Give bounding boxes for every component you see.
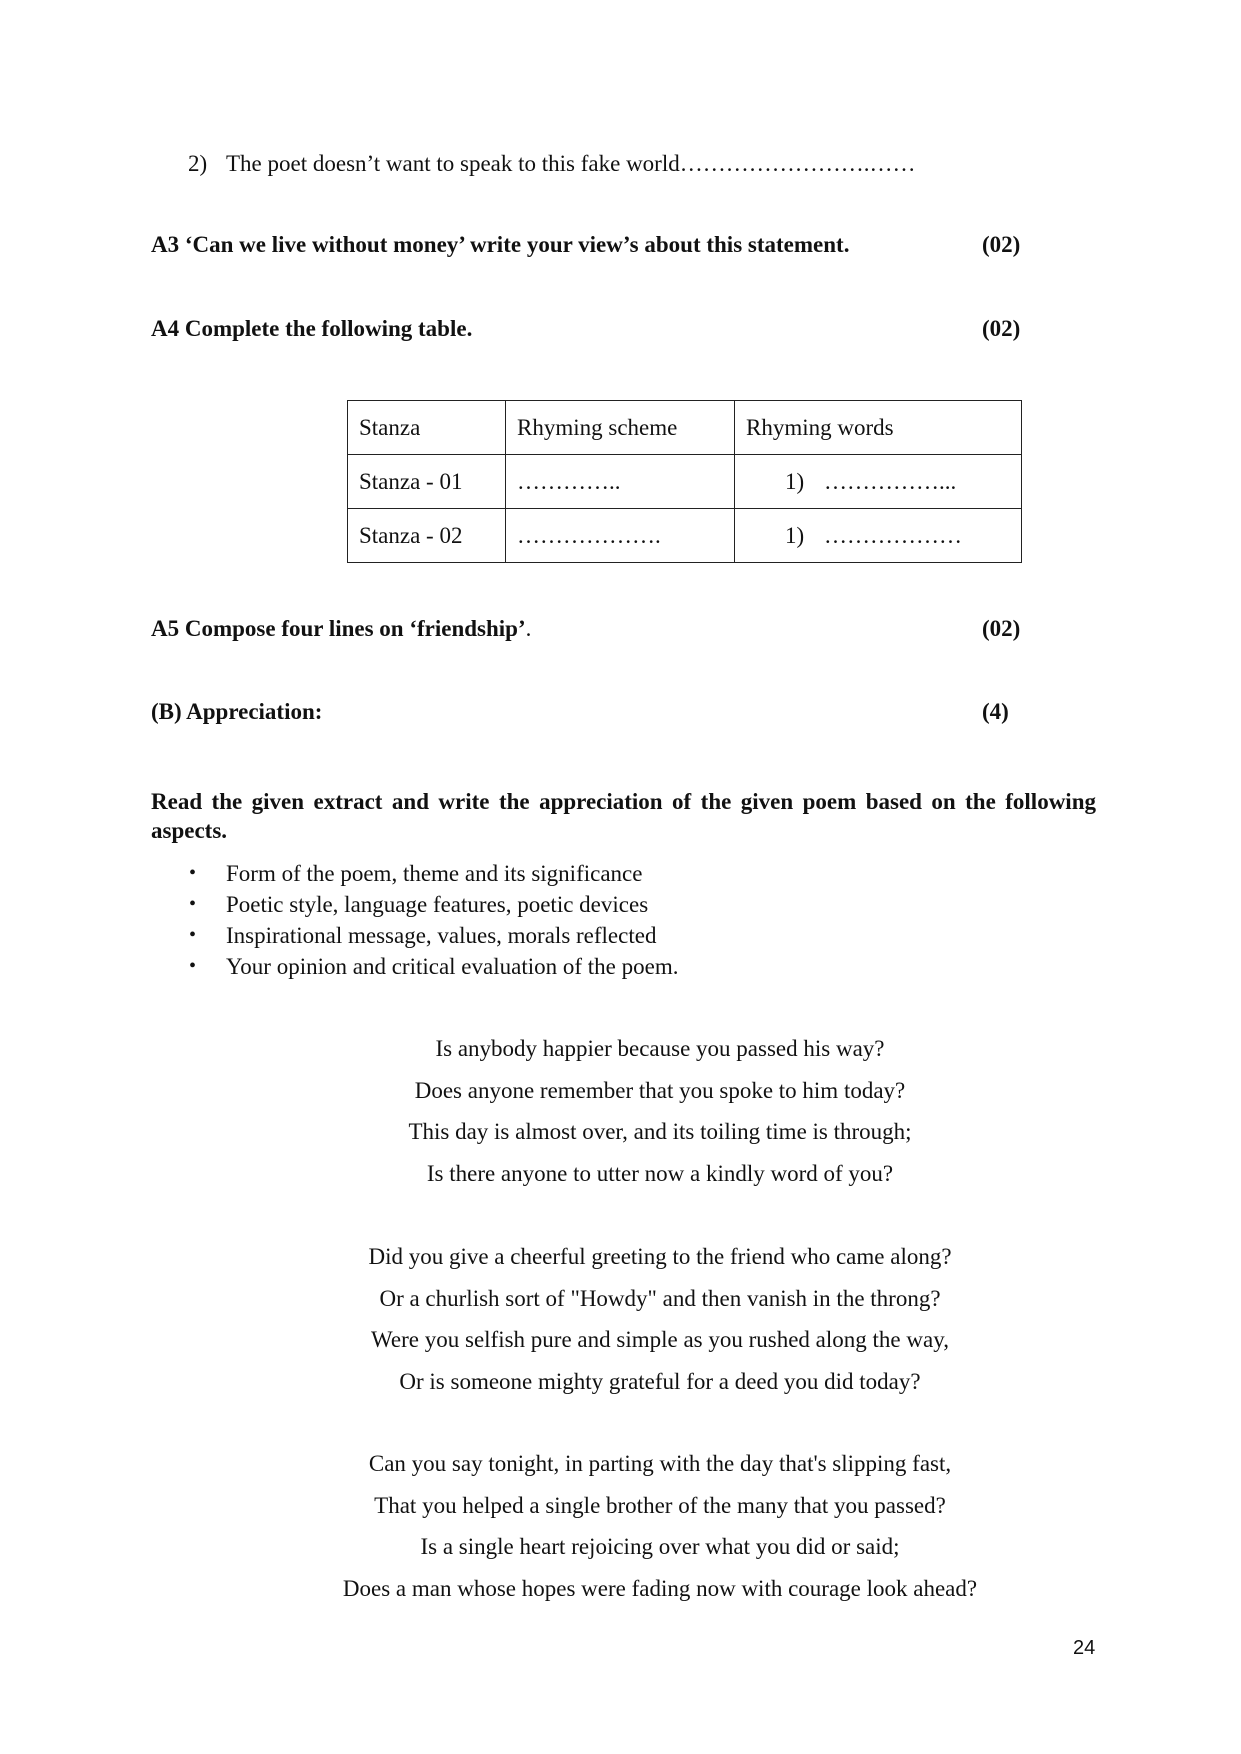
- table-header-scheme: Rhyming scheme: [506, 401, 735, 455]
- question-a3: A3 ‘Can we live without money’ write your view’s about this statement.: [151, 232, 850, 257]
- poem-stanza-3: [200, 1443, 1120, 1609]
- section-b-marks: (4): [982, 699, 1009, 724]
- question-a4: A4 Complete the following table.: [151, 316, 473, 341]
- aspect-text: Form of the poem, theme and its significance: [226, 861, 643, 886]
- poem-line: Is a single heart rejoicing over what you did or said;: [420, 1534, 900, 1559]
- table-row: [348, 455, 1022, 509]
- aspect-text: Inspirational message, values, morals reflected: [226, 923, 657, 948]
- bullet-icon: •: [189, 862, 197, 884]
- poem-line: Does a man whose hopes were fading now with courage look ahead?: [342, 1575, 978, 1601]
- question-a5-text: A5 Compose four lines on ‘friendship’: [151, 616, 526, 641]
- aspects-list: [151, 858, 678, 982]
- question-2-line: [188, 150, 915, 178]
- list-item: [151, 858, 678, 889]
- list-item: [151, 889, 678, 920]
- question-a5-period: .: [525, 616, 532, 641]
- table-header-words: Rhyming words: [735, 401, 1022, 455]
- question-a5: [151, 615, 531, 643]
- poem-line: Can you say tonight, in parting with the day that's slipping fast,: [368, 1451, 952, 1476]
- aspect-text: Your opinion and critical evaluation of the poem.: [226, 954, 679, 979]
- bullet-icon: •: [189, 924, 197, 946]
- question-2-text: The poet doesn’t want to speak to this fake world…………………….……: [226, 151, 916, 176]
- poem-line: Or a churlish sort of "Howdy" and then vanish in the throng?: [379, 1285, 941, 1311]
- rhyme-item-number: 1): [785, 522, 805, 548]
- aspect-text: Poetic style, language features, poetic devices: [226, 892, 649, 917]
- rhyme-item-number: 1): [785, 468, 805, 494]
- question-a3-marks: (02): [982, 232, 1021, 257]
- table-header-row: [348, 401, 1022, 455]
- poem-line: Is there anyone to utter now a kindly word of you?: [426, 1160, 894, 1186]
- rhyme-item-blank: ………………: [824, 522, 962, 548]
- question-a4-marks: (02): [982, 316, 1021, 341]
- poem-line: Is anybody happier because you passed his way?: [435, 1036, 885, 1061]
- page-number: 24: [1073, 1637, 1096, 1659]
- question-2-number: 2): [188, 151, 208, 176]
- poem-line: That you helped a single brother of the many that you passed?: [374, 1492, 946, 1518]
- table-cell-words: [735, 509, 1022, 563]
- list-item: [151, 920, 678, 951]
- poem-line: Or is someone mighty grateful for a deed you did today?: [399, 1368, 921, 1394]
- table-cell-stanza: Stanza - 02: [348, 509, 506, 563]
- rhyme-table: [347, 400, 1022, 563]
- question-a5-marks: (02): [982, 616, 1021, 641]
- table-cell-stanza: Stanza - 01: [348, 455, 506, 509]
- rhyme-item-blank: ……………...: [824, 468, 957, 494]
- table-header-stanza: Stanza: [348, 401, 506, 455]
- poem-stanza-2: [200, 1236, 1120, 1402]
- table-cell-words: [735, 455, 1022, 509]
- bullet-icon: •: [189, 955, 197, 977]
- table-cell-scheme-blank: …………..: [506, 455, 735, 509]
- poem-line: Does anyone remember that you spoke to him today?: [414, 1077, 906, 1103]
- bullet-icon: •: [189, 893, 197, 915]
- poem-line: Were you selfish pure and simple as you rushed along the way,: [371, 1327, 949, 1352]
- list-item: [151, 951, 678, 982]
- table-row: [348, 509, 1022, 563]
- poem-line: Did you give a cheerful greeting to the friend who came along?: [368, 1244, 952, 1269]
- poem-line: This day is almost over, and its toiling time is through;: [408, 1119, 912, 1144]
- appreciation-instruction: Read the given extract and write the appreciation of the given poem based on the following aspects.: [151, 789, 1096, 843]
- poem-stanza-1: [200, 1028, 1120, 1194]
- section-b-heading: (B) Appreciation:: [151, 699, 323, 724]
- table-cell-scheme-blank: ……………….: [506, 509, 735, 563]
